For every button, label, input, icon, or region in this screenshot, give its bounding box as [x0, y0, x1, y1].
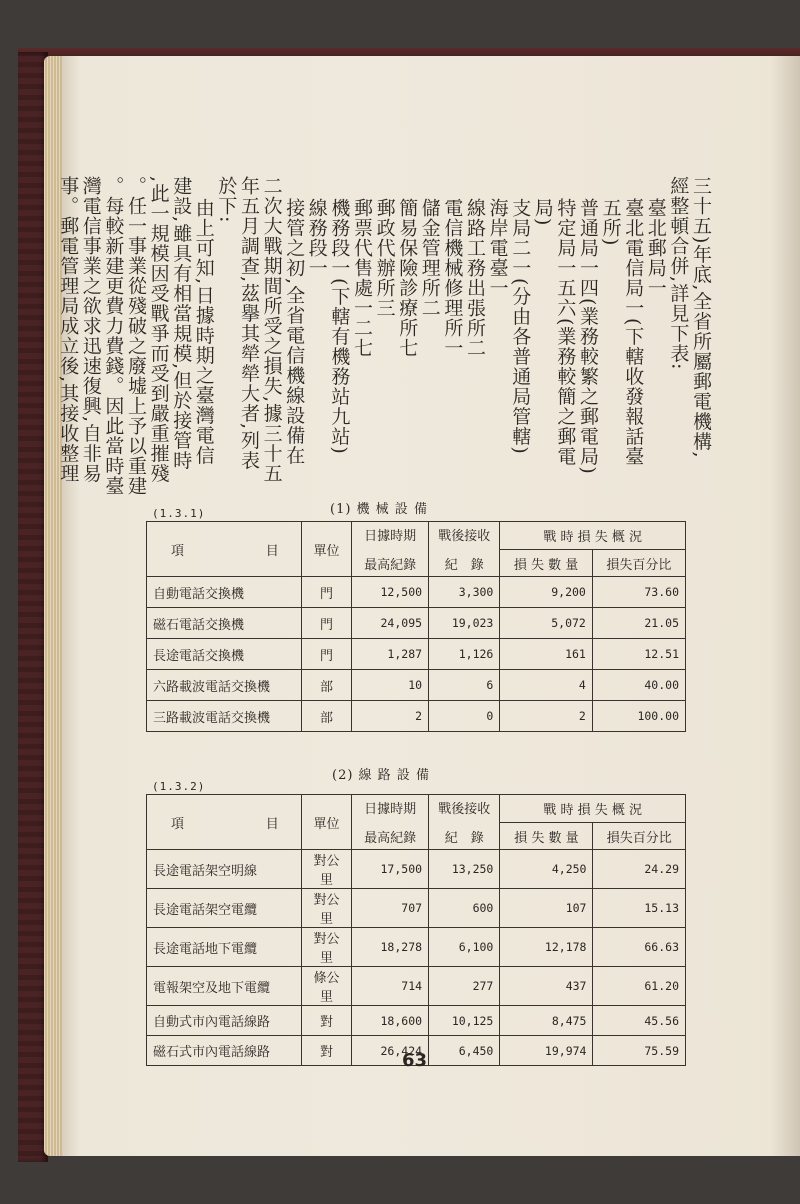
row-japan-value: 714: [352, 967, 429, 1006]
header-loss-pct: 損失百分比: [593, 823, 686, 850]
row-loss-value: 8,475: [500, 1006, 593, 1036]
row-japan-value: 2: [352, 701, 429, 732]
row-unit: 門: [301, 639, 352, 670]
row-loss-percent: 40.00: [592, 670, 685, 701]
table-2-caption: (2) 線 路 設 備: [332, 768, 430, 783]
row-loss-percent: 66.63: [593, 928, 686, 967]
text-column: 普通局一四(業務較繁之郵電局): [577, 198, 599, 475]
row-post-value: 19,023: [429, 608, 500, 639]
header-unit: 單位: [301, 795, 352, 850]
row-post-value: 277: [429, 967, 500, 1006]
text-column: 年五月調查,茲擧其犖犖大者,列表: [238, 176, 260, 471]
row-item: 三路載波電話交換機: [147, 701, 302, 732]
text-column: 特定局一五六(業務較簡之郵電: [554, 198, 577, 467]
row-post-value: 600: [429, 889, 500, 928]
row-post-value: 6,100: [429, 928, 500, 967]
header-japan: [352, 795, 429, 850]
row-japan-value: 24,095: [352, 608, 429, 639]
row-unit: 門: [301, 577, 352, 608]
row-loss-percent: 100.00: [592, 701, 685, 732]
header-japan-b: 最高紀錄: [364, 831, 417, 846]
row-unit: 對公里: [301, 889, 352, 928]
table-1-id: (1.3.1): [152, 507, 206, 520]
row-post-value: 1,126: [429, 639, 500, 670]
row-item: 自動式市內電話線路: [147, 1006, 302, 1036]
row-loss-percent: 15.13: [593, 889, 686, 928]
row-japan-value: 18,600: [352, 1006, 429, 1036]
row-item: 電報架空及地下電纜: [147, 967, 302, 1006]
header-item: [147, 522, 302, 577]
row-post-value: 3,300: [429, 577, 500, 608]
row-unit: 部: [301, 670, 352, 701]
row-item: 磁石電話交換機: [147, 608, 302, 639]
header-post-b: 紀 錄: [444, 558, 484, 573]
row-japan-value: 17,500: [352, 850, 429, 889]
text-column: 經整頓合併,詳見下表:: [667, 176, 690, 371]
row-post-value: 10,125: [429, 1006, 500, 1036]
header-unit: 單位: [301, 522, 352, 577]
row-unit: 對公里: [301, 928, 352, 967]
header-item-a: 項: [171, 543, 185, 559]
text-column: 由上可知,日據時期之臺灣電信: [192, 198, 215, 466]
row-post-value: 6,450: [429, 1036, 500, 1066]
row-unit: 條公里: [301, 967, 352, 1006]
text-column: 於下:: [215, 176, 238, 224]
row-loss-value: 161: [500, 639, 592, 670]
header-post-a: 戰後接收: [438, 529, 491, 544]
page-shadow: [770, 56, 800, 1156]
header-loss-qty: 損 失 數 量: [500, 550, 592, 577]
text-column: 線務段一: [305, 198, 328, 278]
row-loss-percent: 21.05: [592, 608, 685, 639]
row-loss-percent: 45.56: [593, 1006, 686, 1036]
table-machinery: [146, 521, 686, 732]
text-column: ,此一規模因受戰爭而受到嚴重摧殘: [147, 176, 170, 484]
table-row: [147, 850, 686, 889]
text-column: 儲金管理所二: [418, 198, 441, 318]
header-item-b: 目: [265, 543, 279, 559]
table-row: [147, 608, 686, 639]
row-post-value: 13,250: [429, 850, 500, 889]
row-item: 長途電話架空明線: [147, 850, 302, 889]
row-loss-percent: 73.60: [592, 577, 685, 608]
row-item: 六路載波電話交換機: [147, 670, 302, 701]
row-japan-value: 18,278: [352, 928, 429, 967]
row-loss-value: 2: [500, 701, 592, 732]
row-item: 長途電話架空電纜: [147, 889, 302, 928]
row-loss-percent: 61.20: [593, 967, 686, 1006]
table-2-id: (1.3.2): [152, 780, 206, 793]
row-japan-value: 10: [352, 670, 429, 701]
row-post-value: 6: [429, 670, 500, 701]
table-1-caption: (1) 機 械 設 備: [330, 502, 428, 517]
text-column: 機務段一(下轄有機務站九站): [328, 198, 351, 455]
header-japan-a: 日據時期: [364, 802, 417, 817]
table-row: [147, 889, 686, 928]
text-column: 二次大戰期間所受之損失,據三十五: [260, 176, 283, 484]
header-loss: 戰 時 損 失 概 況: [500, 795, 686, 823]
table-row: [147, 928, 686, 967]
row-item: 磁石式市內電話線路: [147, 1036, 302, 1066]
table-row: [147, 1006, 686, 1036]
text-column: 郵票代售處一二七: [351, 198, 373, 358]
row-unit: 門: [301, 608, 352, 639]
row-loss-value: 4: [500, 670, 592, 701]
text-column: 電信機械修理所一: [441, 198, 464, 358]
row-unit: 對: [301, 1006, 352, 1036]
header-post: [429, 522, 500, 577]
text-column: 支局二一(分由各普通局管轄): [509, 198, 532, 455]
header-post-b: 紀 錄: [444, 831, 484, 846]
header-item: [147, 795, 302, 850]
header-post: [429, 795, 500, 850]
header-loss-qty: 損 失 數 量: [500, 823, 593, 850]
header-japan-b: 最高紀錄: [364, 558, 417, 573]
row-item: 長途電話地下電纜: [147, 928, 302, 967]
row-loss-value: 9,200: [500, 577, 592, 608]
text-column: 臺北郵局一: [644, 198, 667, 298]
text-column: 線路工務出張所二: [464, 198, 486, 358]
table-row: [147, 577, 686, 608]
row-unit: 對: [301, 1036, 352, 1066]
text-column: 海岸電臺一: [486, 198, 509, 298]
row-loss-value: 437: [500, 967, 593, 1006]
row-loss-value: 12,178: [500, 928, 593, 967]
table-row: [147, 670, 686, 701]
row-japan-value: 12,500: [352, 577, 429, 608]
header-japan: [352, 522, 429, 577]
table-lines: [146, 794, 686, 1066]
row-item: 自動電話交換機: [147, 577, 302, 608]
row-item: 長途電話交換機: [147, 639, 302, 670]
row-loss-value: 107: [500, 889, 593, 928]
row-japan-value: 707: [352, 889, 429, 928]
header-loss: 戰 時 損 失 概 況: [500, 522, 686, 550]
row-japan-value: 26,424: [352, 1036, 429, 1066]
row-loss-percent: 75.59: [593, 1036, 686, 1066]
header-japan-a: 日據時期: [364, 529, 417, 544]
text-column: 臺北電信局一(下轄收發報話臺: [622, 198, 645, 467]
table-row: [147, 701, 686, 732]
text-column: 五所): [599, 198, 622, 247]
text-column: 。每較新建更費力費錢。因此當時臺: [102, 176, 125, 496]
page-number: 63: [402, 1050, 428, 1071]
text-column: 灣電信事業之欲求迅速復興,自非易: [79, 176, 102, 484]
row-loss-value: 4,250: [500, 850, 593, 889]
header-item-a: 項: [171, 816, 185, 832]
header-loss-pct: 損失百分比: [592, 550, 685, 577]
header-item-b: 目: [265, 816, 279, 832]
text-column: 郵政代辦所三: [373, 198, 396, 318]
text-column: 簡易保險診療所七: [396, 198, 419, 358]
row-loss-percent: 12.51: [592, 639, 685, 670]
text-column: 接管之初,全省電信機線設備在: [283, 198, 306, 466]
text-column: 事。郵電管理局成立後,其接收整理: [57, 176, 80, 484]
row-loss-percent: 24.29: [593, 850, 686, 889]
row-loss-value: 19,974: [500, 1036, 593, 1066]
table-row: [147, 967, 686, 1006]
text-column: 建設,雖具有相當規模,但於接管時: [170, 176, 193, 471]
row-post-value: 0: [429, 701, 500, 732]
table-row: [147, 639, 686, 670]
text-column: 三十五)年底,全省所屬郵電機構,: [690, 176, 712, 459]
row-loss-value: 5,072: [500, 608, 592, 639]
row-japan-value: 1,287: [352, 639, 429, 670]
row-unit: 部: [301, 701, 352, 732]
row-unit: 對公里: [301, 850, 352, 889]
text-column: 。任一事業從殘破之廢墟上予以重建: [125, 176, 147, 496]
text-column: 局): [531, 198, 554, 227]
header-post-a: 戰後接收: [438, 802, 491, 817]
